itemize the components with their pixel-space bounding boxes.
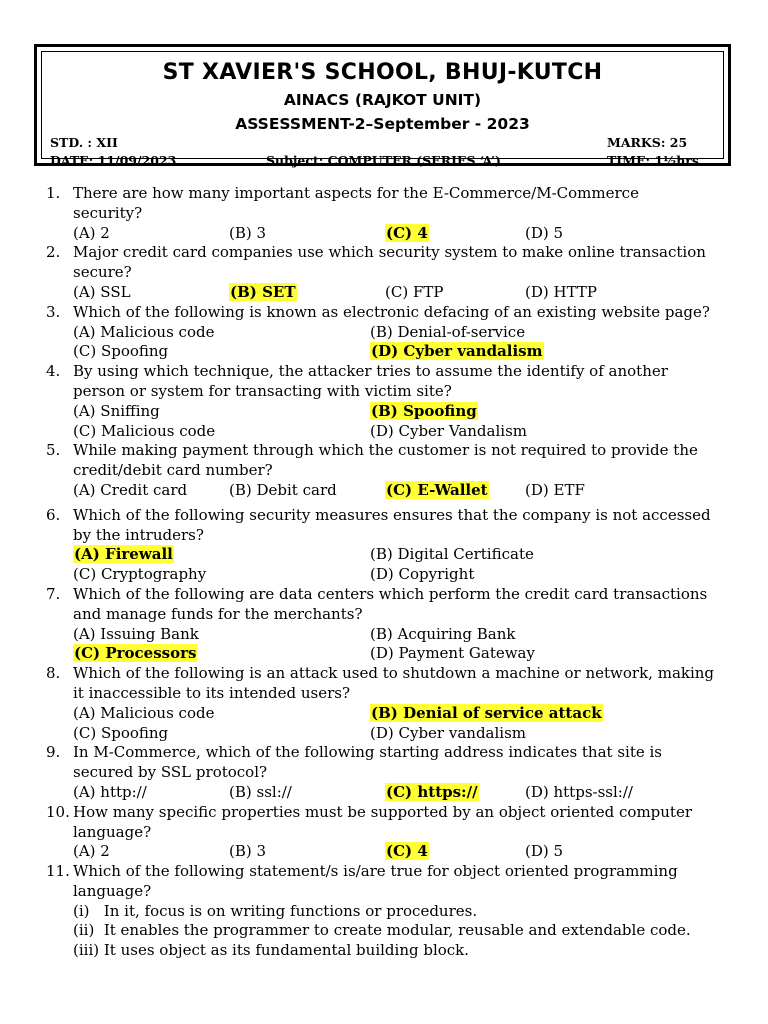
option-text: (B) Denial-of-service xyxy=(370,322,526,341)
question-text: person or system for transacting with victim site? xyxy=(73,381,452,400)
subject-label: Subject: COMPUTER (SERIES ‘A’) xyxy=(266,153,501,168)
question-item xyxy=(46,184,746,243)
option xyxy=(73,481,229,501)
question-text: Which of the following statement/s is/are true for object oriented programming xyxy=(73,862,678,881)
option-row xyxy=(73,224,746,244)
option xyxy=(370,565,667,585)
question-item xyxy=(46,862,746,961)
option-text: (B) 3 xyxy=(229,223,267,242)
option-text: (A) Sniffing xyxy=(73,401,160,420)
option xyxy=(73,422,370,442)
option-text: (D) ETF xyxy=(525,480,585,499)
question-text: secured by SSL protocol? xyxy=(73,763,268,782)
option xyxy=(73,402,370,422)
question-text: Which of the following are data centers which perform the credit card transactions xyxy=(73,584,708,603)
marks-label: MARKS: 25 xyxy=(607,135,688,150)
highlighted-answer: (A) Firewall xyxy=(74,545,173,564)
option-text: (D) https-ssl:// xyxy=(525,782,633,801)
date-label: DATE: 11/09/2023 xyxy=(50,153,177,168)
option xyxy=(525,783,681,803)
option-text: (B) Acquiring Bank xyxy=(370,624,516,643)
question-text: How many specific properties must be supported by an object oriented computer xyxy=(73,802,692,821)
option xyxy=(73,704,370,724)
question-text: By using which technique, the attacker tries to assume the identify of another xyxy=(73,362,668,381)
question-text: secure? xyxy=(73,263,132,282)
header-box xyxy=(34,44,731,166)
option xyxy=(73,224,229,244)
question-item xyxy=(46,803,746,862)
option-row xyxy=(73,704,746,724)
option-text: (D) 5 xyxy=(525,223,564,242)
question-number: 9. xyxy=(46,743,61,762)
option-text: (C) FTP xyxy=(385,282,444,301)
option xyxy=(229,842,385,862)
option xyxy=(385,481,525,501)
highlighted-answer: (D) Cyber vandalism xyxy=(371,342,543,361)
option xyxy=(73,625,370,645)
school-name: ST XAVIER'S SCHOOL, BHUJ-KUTCH xyxy=(162,60,603,85)
question-number: 7. xyxy=(46,584,61,603)
question-text: Which of the following security measures ensures that the company is not accessed xyxy=(73,505,711,524)
question-item xyxy=(46,506,746,585)
option-text: (D) HTTP xyxy=(525,282,597,301)
option xyxy=(385,783,525,803)
highlighted-answer: (C) 4 xyxy=(386,842,428,861)
time-label: TIME: 1½hrs xyxy=(607,153,699,168)
option xyxy=(73,644,370,664)
question-item xyxy=(46,664,746,743)
option-text: (D) 5 xyxy=(525,842,564,861)
option xyxy=(229,283,385,303)
question-text: it inaccessible to its intended users? xyxy=(73,683,351,702)
question-number: 8. xyxy=(46,664,61,683)
option xyxy=(73,842,229,862)
question-text: language? xyxy=(73,881,152,900)
question-item xyxy=(46,243,746,302)
option-text: (D) Copyright xyxy=(370,565,475,584)
option-text: (A) Issuing Bank xyxy=(73,624,199,643)
question-text: credit/debit card number? xyxy=(73,461,273,480)
question-item xyxy=(46,585,746,664)
question-text: Which of the following is an attack used to shutdown a machine or network, making xyxy=(73,664,715,683)
option-text: (B) 3 xyxy=(229,842,267,861)
question-item xyxy=(46,303,746,362)
option-text: (B) Digital Certificate xyxy=(370,545,534,564)
option xyxy=(370,724,667,744)
option-row xyxy=(73,565,746,585)
option-row xyxy=(73,545,746,565)
option-text: (C) Spoofing xyxy=(73,342,169,361)
option xyxy=(229,224,385,244)
question-text: and manage funds for the merchants? xyxy=(73,604,363,623)
highlighted-answer: (C) Processors xyxy=(74,644,197,663)
option-text: (D) Payment Gateway xyxy=(370,644,535,663)
option xyxy=(370,422,667,442)
question-number: 2. xyxy=(46,243,61,262)
question-text: There are how many important aspects for the E-Commerce/M-Commerce xyxy=(73,184,639,202)
question-list xyxy=(46,184,746,961)
option-text: (C) Malicious code xyxy=(73,421,216,440)
option-text: (C) Cryptography xyxy=(73,565,207,584)
option xyxy=(73,724,370,744)
option xyxy=(385,224,525,244)
option-row xyxy=(73,342,746,362)
option xyxy=(525,283,681,303)
option xyxy=(73,283,229,303)
option-text: (A) 2 xyxy=(73,223,110,242)
question-number: 5. xyxy=(46,441,61,460)
highlighted-answer: (C) 4 xyxy=(386,223,428,242)
option xyxy=(370,342,667,362)
question-number: 6. xyxy=(46,505,61,524)
option xyxy=(73,323,370,343)
option-text: (A) Malicious code xyxy=(73,322,215,341)
question-text: security? xyxy=(73,203,143,222)
question-number: 1. xyxy=(46,184,61,202)
option xyxy=(385,283,525,303)
option xyxy=(73,545,370,565)
option-row xyxy=(73,724,746,744)
option-text: (B) ssl:// xyxy=(229,782,292,801)
question-text: by the intruders? xyxy=(73,525,204,544)
question-text: While making payment through which the customer is not required to provide the xyxy=(73,441,698,460)
option xyxy=(370,704,667,724)
highlighted-answer: (B) Denial of service attack xyxy=(371,703,602,722)
highlighted-answer: (B) SET xyxy=(230,282,296,301)
option-text: (A) SSL xyxy=(73,282,131,301)
assessment-title: ASSESSMENT-2–September - 2023 xyxy=(235,115,530,133)
option xyxy=(370,323,667,343)
option xyxy=(73,783,229,803)
option xyxy=(525,224,681,244)
question-item xyxy=(46,441,746,500)
option-row xyxy=(73,783,746,803)
statement: (i) In it, focus is on writing functions or procedures. xyxy=(73,901,478,920)
question-item xyxy=(46,362,746,441)
option-text: (D) Cyber Vandalism xyxy=(370,421,527,440)
option-row xyxy=(73,644,746,664)
highlighted-answer: (C) https:// xyxy=(386,782,478,801)
option xyxy=(370,545,667,565)
option-row xyxy=(73,402,746,422)
option-row xyxy=(73,323,746,343)
option xyxy=(229,481,385,501)
option-text: (A) Malicious code xyxy=(73,703,215,722)
highlighted-answer: (B) Spoofing xyxy=(371,401,477,420)
question-number: 4. xyxy=(46,362,61,381)
question-text: In M-Commerce, which of the following starting address indicates that site is xyxy=(73,743,662,762)
option-row xyxy=(73,481,746,501)
unit-name: AINACS (RAJKOT UNIT) xyxy=(283,91,482,109)
question-text: language? xyxy=(73,822,152,841)
option-text: (C) Spoofing xyxy=(73,723,169,742)
highlighted-answer: (C) E-Wallet xyxy=(386,480,488,499)
question-number: 3. xyxy=(46,302,61,321)
option xyxy=(525,842,681,862)
option xyxy=(73,565,370,585)
option-row xyxy=(73,625,746,645)
question-text: Major credit card companies use which security system to make online transaction xyxy=(73,243,706,262)
option-row xyxy=(73,422,746,442)
option-text: (B) Debit card xyxy=(229,480,337,499)
question-number: 10. xyxy=(46,802,70,821)
option-text: (D) Cyber vandalism xyxy=(370,723,527,742)
option-row xyxy=(73,842,746,862)
option xyxy=(73,342,370,362)
option xyxy=(370,644,667,664)
option-row xyxy=(73,283,746,303)
header-inner-border xyxy=(41,51,724,168)
option xyxy=(385,842,525,862)
option-text: (A) 2 xyxy=(73,842,110,861)
statement: (ii) It enables the programmer to create modular, reusable and extendable code. xyxy=(73,921,691,940)
std-label: STD. : XII xyxy=(50,135,118,150)
question-text: Which of the following is known as electronic defacing of an existing website page? xyxy=(73,302,710,321)
question-item xyxy=(46,743,746,802)
option-text: (A) http:// xyxy=(73,782,147,801)
option xyxy=(370,625,667,645)
question-number: 11. xyxy=(46,862,70,881)
option-text: (A) Credit card xyxy=(73,480,188,499)
option xyxy=(229,783,385,803)
statement: (iii) It uses object as its fundamental building block. xyxy=(73,941,470,960)
option xyxy=(370,402,667,422)
option xyxy=(525,481,681,501)
